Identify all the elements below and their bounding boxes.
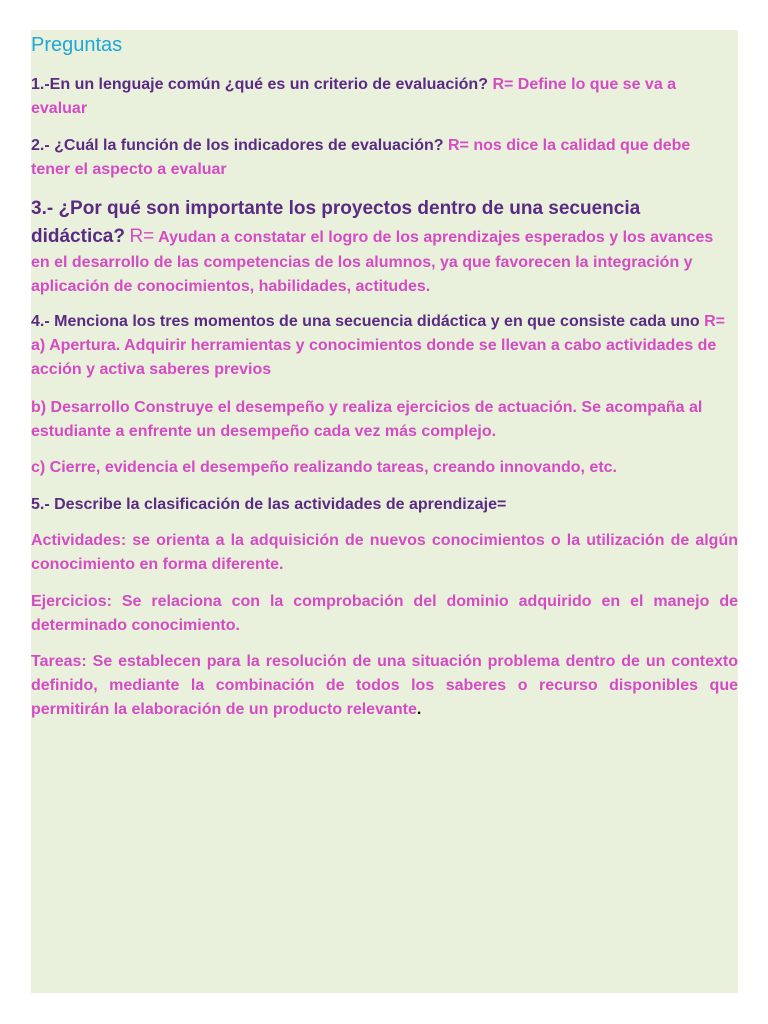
answer-1-text: R= Define lo que se va a evaluar <box>31 76 677 117</box>
answer-3-label: R= <box>129 226 155 247</box>
question-5: 5.- Describe la clasificación de las actividades de aprendizaje= <box>31 496 507 513</box>
document-page <box>31 30 738 993</box>
question-2 <box>31 134 731 182</box>
answer-tareas-text: Tareas: Se establecen para la resolución de una situación problema dentro de un contexto definido, mediante la combinación de todos los saberes o recurso disponibles que permitirán la elaboración de un producto relevante <box>31 653 738 718</box>
answer-4-text: R= a) Apertura. Adquirir herramientas y conocimientos donde se llevan a cabo actividades de acción y activa saberes previos <box>31 313 725 378</box>
question-1 <box>31 73 731 121</box>
question-3-text: 3.- ¿Por qué son importante los proyectos dentro de una secuencia didáctica? <box>31 198 641 247</box>
question-3 <box>31 195 731 299</box>
answer-actividades: Actividades: se orienta a la adquisición de nuevos conocimientos o la utilización de algún conocimiento en forma diferente. <box>31 532 738 573</box>
answer-3-text: Ayudan a constatar el logro de los aprendizajes esperados y los avances en el desarrollo de las competencias de los alumnos, ya que favorecen la integración y aplicación de conocimientos, habilidades, actitudes. <box>31 229 714 295</box>
question-4 <box>31 310 731 382</box>
answer-tareas <box>31 650 738 722</box>
answer-2-text: R= nos dice la calidad que debe tener el aspecto a evaluar <box>31 137 691 178</box>
answer-4b: b) Desarrollo Construye el desempeño y realiza ejercicios de actuación. Se acompaña al estudiante a enfrente un desempeño cada vez más complejo. <box>31 399 703 440</box>
answer-ejercicios: Ejercicios: Se relaciona con la comprobación del dominio adquirido en el manejo de determinado conocimiento. <box>31 593 738 634</box>
answer-4c: c) Cierre, evidencia el desempeño realizando tareas, creando innovando, etc. <box>31 459 617 476</box>
answer-tareas-period: . <box>416 701 422 718</box>
question-1-text: 1.-En un lenguaje común ¿qué es un criterio de evaluación? <box>31 76 488 93</box>
question-2-text: 2.- ¿Cuál la función de los indicadores de evaluación? <box>31 137 444 154</box>
page-title: Preguntas <box>31 34 123 56</box>
question-4-text: 4.- Menciona los tres momentos de una secuencia didáctica y en que consiste cada uno <box>31 313 700 330</box>
